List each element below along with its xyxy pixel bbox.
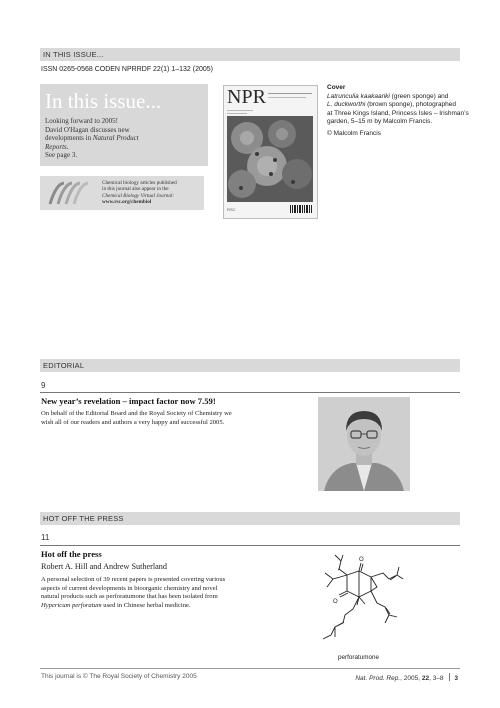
editor-portrait-photo	[318, 397, 410, 491]
issn-line: ISSN 0265-0568 CODEN NPRRDF 22(1) 1–132 (2005)	[41, 66, 213, 73]
chembiol-line: Chemical biology articles published	[102, 180, 177, 186]
footer-pages: , 3–8	[429, 675, 444, 682]
editorial-title[interactable]: New year’s revelation – impact factor now 7.59!	[41, 396, 216, 406]
promo-line: Reports.	[45, 142, 69, 151]
abstract-line: wish all of our readers and authors a very happy and successful 2005.	[41, 418, 225, 426]
cover-masthead: NPR	[227, 86, 266, 108]
editorial-band	[40, 359, 460, 372]
promo-title: In this issue...	[45, 89, 162, 113]
band-label: HOT OFF THE PRESS	[43, 514, 124, 523]
structure-label: perforatumone	[338, 654, 379, 661]
cover-caption-heading: Cover	[327, 84, 346, 91]
section-rule	[40, 392, 460, 393]
promo-line	[45, 134, 139, 143]
footer-citation	[355, 673, 458, 682]
species-name: Hypericum perforatum	[41, 601, 102, 609]
editorial-abstract	[41, 410, 232, 427]
cover-caption-line: garden, 5–15 m by Malcolm Francis.	[327, 118, 433, 126]
cover-small-text	[227, 113, 247, 114]
structure-atom-o: O	[333, 599, 338, 605]
abstract-line: A personal selection of 39 recent papers is presented covering various	[41, 576, 226, 583]
structure-atom-o: O	[359, 557, 364, 563]
cover-small-text	[227, 110, 253, 111]
chembiol-logo-icon	[46, 180, 94, 206]
in-this-issue-band	[40, 48, 460, 61]
perforatumone-structure-diagram	[305, 549, 415, 649]
abstract-line: On behalf of the Editorial Board and the Royal Society of Chemistry we	[41, 410, 232, 417]
abstract-line: natural products such as perforatumone that has been isolated from	[41, 593, 218, 601]
chembiol-text	[102, 180, 177, 205]
abstract-line	[41, 602, 225, 611]
cover-barcode-icon	[290, 205, 312, 213]
in-this-issue-promo[interactable]	[40, 84, 208, 166]
editorial-page-number[interactable]: 9	[41, 381, 46, 390]
promo-line: See page 3.	[45, 151, 78, 160]
band-label: EDITORIAL	[43, 361, 85, 370]
hot-off-press-page-number[interactable]: 11	[41, 533, 50, 542]
promo-text	[45, 117, 139, 160]
abstract-text: used in Chinese herbal medicine.	[101, 601, 191, 609]
footer-journal-name: Nat. Prod. Rep.	[355, 675, 401, 682]
caption-species: Latrunculia kaakaariki	[327, 92, 390, 100]
promo-line-part: Natural Product	[92, 134, 139, 143]
chembiol-line: in this journal also appear in the	[102, 186, 169, 193]
cover-caption-line	[327, 93, 469, 102]
hot-off-press-abstract	[41, 576, 225, 610]
footer-divider	[449, 673, 450, 681]
cover-masthead-rule	[268, 97, 306, 98]
section-rule	[40, 545, 460, 546]
cover-caption-line: at Three Kings Island, Princess Isles – Irishman’s	[327, 109, 469, 117]
cover-rsc-logo: RSC	[227, 207, 236, 212]
cover-photo-credit: © Malcolm Francis	[327, 129, 381, 137]
promo-line: Looking forward to 2005!	[45, 117, 118, 125]
caption-text: (green sponge) and	[389, 92, 449, 100]
footer-copyright: This journal is © The Royal Society of Chemistry 2005	[41, 673, 197, 680]
hot-off-press-title[interactable]: Hot off the press	[41, 549, 102, 559]
footer-rule	[40, 668, 460, 669]
cover-masthead-rule	[268, 93, 312, 94]
chemical-biology-box[interactable]	[40, 176, 204, 210]
chembiol-line: Chemical Biology Virtual Journal:	[102, 192, 175, 199]
hot-off-press-authors: Robert A. Hill and Andrew Sutherland	[41, 562, 167, 571]
band-label: IN THIS ISSUE...	[43, 50, 104, 59]
journal-cover-image[interactable]	[223, 85, 318, 219]
footer-page-number: 3	[454, 675, 458, 682]
cover-caption-line	[327, 101, 469, 110]
promo-line-part: developments in	[45, 134, 93, 143]
caption-species: L. duckworthi	[327, 101, 366, 109]
caption-text: (brown sponge), photographed	[365, 101, 456, 109]
footer-volume: 22	[421, 675, 430, 682]
cover-caption	[327, 84, 469, 139]
abstract-line: aspects of current developments in bioorganic chemistry and novel	[41, 584, 218, 592]
promo-line: David O'Hagan discusses new	[45, 125, 130, 134]
hot-off-press-band	[40, 512, 460, 525]
footer-year: , 2005,	[400, 675, 422, 682]
chembiol-link[interactable]: www.rsc.org/chembiol	[102, 198, 152, 205]
cover-sponge-photo	[227, 116, 313, 202]
